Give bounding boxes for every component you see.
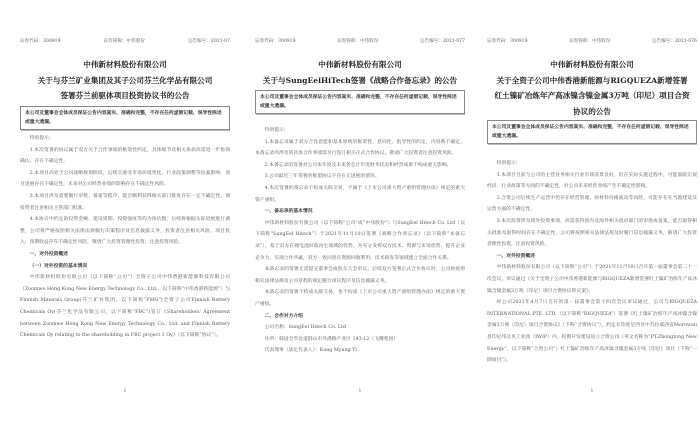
- paragraph: 3.本次投资涉及境外投资事项，尚需获得国内及海外相关政府部门的审批或备案，能否取得相关批准及取得时间存在不确定性，公司将按照相关法律法规及时履行信息披露义务，敬请广大投资者理性投资，注意投资风险。: [487, 218, 697, 248]
- paragraph: 3.本项目涉及需要履行审批、备案等程序，能否顺利获得相关部门批复存在一定不确定性，请投资者注意相关主管部门批准。: [20, 193, 230, 211]
- paragraph: 本备忘录的签署无需提交董事会或股东大会审议。后续双方签署正式合作协议时，公司将按照相关法律法规及公司章程的规定履行审议程序及信息披露义务。: [255, 267, 465, 284]
- title-line: 中伟新材料股份有限公司: [83, 60, 167, 69]
- paragraph: 2.本项目尚处于公司战略规划阶段，后续实施受市场环境变化、行业政策调整等因素影响，项目进展存在不确定性，未来对公司经营业绩的影响存在不确定性风险。: [20, 170, 230, 188]
- paragraph: 公司名称：SungEel Hitech Co. Ltd: [264, 325, 347, 331]
- paragraph: 1.本项目目前与公司的主营业务相关行业市场前景良好，但在实际实施过程中，可能面临宏观经济、行业政策等方面的不确定性，对公司未来经营业绩产生不确定性影响。: [487, 172, 697, 190]
- paragraph: 3.公司最近三年签署的框架协议不存在无进展的情况。: [264, 174, 380, 180]
- paragraph: 中伟新材料股份有限公司（以下简称“公司”或“中伟股份”）与SungEel Hitech Co. Ltd（以下简称“SungEel Hitech”）于2021年11月10日签署《战略合作备忘录》（以下简称“本备忘录”），基于双方在锂电池回收再生领域的优势，为充分发挥双方技术、资源与市场优势，提升企业竞争力，实现合作共赢，双方一致同意在资源回收利用、技术研发等领域建立全面合作关系。: [255, 220, 465, 261]
- stock-code: 证券代码：300919: [20, 39, 61, 44]
- paragraph: 1.本次签署的协议属于双方关于合作事项的框架性约定，具体细节及相关条款尚需进一步协商确认，存在不确定性。: [20, 147, 230, 165]
- document-header: [487, 38, 697, 44]
- disclaimer-box: [487, 120, 697, 144]
- stock-code: 证券代码：300919: [487, 39, 528, 44]
- stock-code: 证券代码：300919: [255, 39, 296, 44]
- document-page-3: [487, 0, 697, 421]
- document-header: [20, 38, 230, 44]
- stock-short-name: 证券简称：中伟股份: [337, 39, 379, 44]
- document-title: [487, 57, 697, 119]
- paragraph: 特别提示：: [496, 161, 521, 166]
- stock-short-name: 证券简称：中伟股份: [103, 39, 145, 44]
- paragraph: 特别提示：: [29, 136, 54, 141]
- document-body: [255, 125, 465, 380]
- stock-short-name: 证券简称：中伟股份: [569, 39, 611, 44]
- page-number: 1: [358, 389, 362, 394]
- disclaimer-text: 本公司及董事会全体成员保证公告内容真实、准确和完整，不存在任何虚假记载、误导性陈述或重大遗漏。: [260, 94, 457, 109]
- announcement-number: 公告编号：2021-076: [652, 39, 697, 44]
- paragraph: 4.本次签署的备忘录不构成关联交易，不属于《上市公司重大资产重组管理办法》规定的重大资产重组。: [255, 185, 465, 203]
- document-body: [487, 158, 697, 380]
- paragraph: 经公司2021年4月7日召开的第一届董事会第十四次会议审议通过，公司与RIGQUEZA INTERNATIONAL PTE. LTD.（以下简称“RIGQUEZA”）签署《红土镍矿冶炼年产高冰镍含镍金属3万吨（印尼）项目合资协议》（下称“合资协议”），约定在印度尼西亚中苏拉威西省Morowali县印尼纬达贝工业园（IWIP）内，投资开发建设设立合资公司（英文名称为“PT.Zhongtong New Energy”，以下简称“合资公司”）红土镍矿冶炼年产高冰镍含镍金属3万吨（印尼）项目（下称“一期项目”）。: [487, 300, 697, 364]
- title-line: 协议的公告: [573, 106, 611, 116]
- disclaimer-text: 本公司及董事会全体成员保证公告内容真实、准确和完整，不存在任何虚假记载、误导性陈述或重大遗漏。: [492, 124, 689, 139]
- paragraph: 特别提示：: [264, 128, 289, 133]
- paragraph: 2.合资公司后续生产运营中仍存在经营管理、原材料价格波动等风险，可能存在在当地建设及运营方面的不确定性。: [487, 195, 697, 213]
- title-line: 中伟新材料股份有限公司: [318, 60, 402, 69]
- paragraph: 4.本协议中约定的投资金额、建设周期、投资强度等均为预估数，后续将根据实际进展进行调整，公司将严格按照相关法律法规履行决策程序及信息披露义务，投资者注意相关风险。项目投入、预期收益存在不确定性风险，敬请广大投资者理性投资，注意投资风险。: [20, 217, 230, 246]
- paragraph: 本备忘录的签署不构成关联交易，也不构成《上市公司重大资产重组管理办法》规定的重大资产重组。: [255, 290, 465, 307]
- announcement-number: 公告编号：2021-077: [420, 39, 465, 44]
- document-page-1: [20, 0, 230, 421]
- section-heading: 一、对外投资概述: [29, 250, 68, 257]
- paragraph: 1.本备忘录属于双方合作意愿和基本原则的框架性、意向性、指导性的约定，内容系不确定，本备忘录所涉及的具体合作事项需另行签订相关正式合作协议，敬请广大投资者注意投资风险。: [255, 139, 465, 157]
- paragraph: 代表理事（法定代表人）：Kang Myung Yi: [264, 348, 357, 354]
- disclaimer-box: [255, 90, 465, 114]
- paragraph: 中伟新材料股份有限公司（以下简称“公司”）全资子公司中伟香港新能源科技有限公司（Zoomwe Hong Kong New Energy Technology Co., Ltd.，以下简称“中伟香港新能源”）与Finnish Minerals Group(芬兰矿业集团，以下简称“FMG”)全资子公司Finnish Battery Chemicals Oy(芬兰化学品有限公司，以下简称“FBC”)签订《Shareholders' Agreement between Zoomwe Hong Kong New Energy Technology Co., Ltd. and Finnish Battery Chemicals Oy relating to the shareholding in FBC project 1 Oy》（以下简称“协议”）。: [20, 275, 230, 339]
- section-heading: （一）对外投资的基本情况: [29, 262, 88, 269]
- page-number: 1: [123, 389, 127, 394]
- section-heading: 一、备忘录的基本情况: [264, 208, 313, 215]
- title-line: 关于全资子公司中伟香港新能源与RIGQUEZA新增签署: [496, 75, 688, 85]
- section-heading: 二、合作对方介绍: [264, 312, 303, 319]
- document-title: [20, 57, 230, 104]
- document-page-2: [255, 0, 465, 421]
- paragraph: 中伟新材料股份有限公司（以下简称“公司”）于2021年11月10日召开第一届董事会第二十一次会议，审议通过《关于全资子公司中伟香港新能源与RIGQUEZA新增签署红土镍矿冶炼年产高冰镍含镍金属3万吨（印尼）项目合资协议的议案》。: [487, 265, 697, 294]
- page-number: 1: [590, 389, 594, 394]
- title-line: 关于与芬兰矿业集团及其子公司芬兰化学品有限公司: [37, 75, 213, 85]
- document-header: [255, 38, 465, 44]
- title-line: 中伟新材料股份有限公司: [550, 60, 634, 69]
- title-line: 签署芬兰前驱体项目投资协议书的公告: [60, 91, 190, 100]
- disclaimer-text: 本公司及董事会全体成员保证公告内容真实、准确和完整，不存在任何虚假记载、误导性陈述或重大遗漏。: [25, 110, 222, 125]
- announcement-number: 公告编号：2021-07: [187, 39, 230, 44]
- document-body: [20, 133, 230, 380]
- document-title: [255, 57, 465, 88]
- title-line: 红土镍矿冶炼年产高冰镍含镍金属3万吨（印尼）项目合资: [494, 91, 690, 100]
- section-heading: 一、对外投资概述: [496, 252, 535, 259]
- paragraph: 2.本备忘录的签署对公司本年度及未来各会计年度财务状况和经营成果不构成重大影响。: [264, 162, 452, 168]
- disclaimer-box: [20, 106, 230, 130]
- title-line: 关于与SungEelHiTech签署《战略合作备忘录》的公告: [262, 75, 458, 85]
- paragraph: 住所：韩国全罗北道群山市外港路产业区 143-12（飞鹰苑园）: [264, 336, 399, 342]
